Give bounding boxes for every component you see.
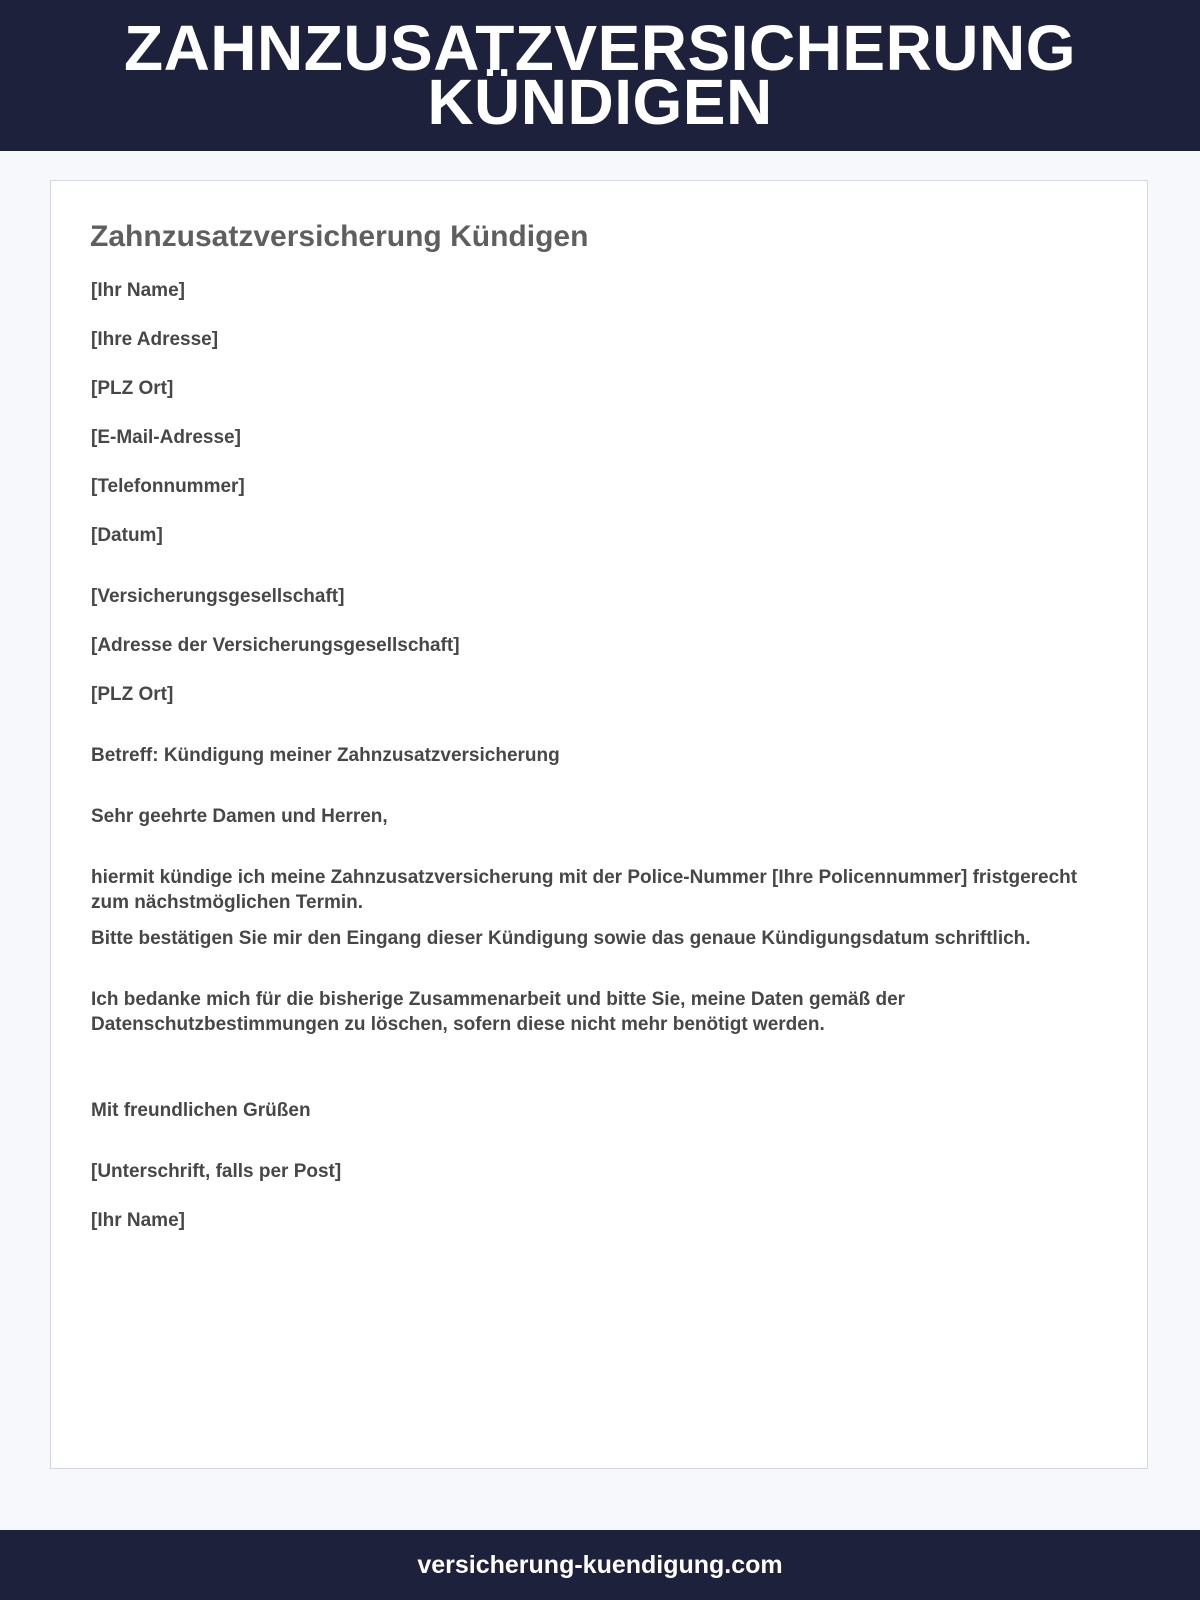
letter-date: [Datum] [91,525,163,546]
letter-closing: Mit freundlichen Grüßen [91,1100,311,1121]
sender-address: [Ihre Adresse] [91,329,219,350]
page-title: ZAHNZUSATZVERSICHERUNG KÜNDIGEN [123,11,1077,138]
sender-city: [PLZ Ort] [91,378,174,399]
letter-paragraph: hiermit kündige ich meine Zahnzusatzversicherung mit der Police-Nummer [Ihre Policennummer] fristgerecht zum nächstmöglichen Termin. [91,867,1078,913]
signature-name: [Ihr Name] [91,1210,185,1231]
letter-paragraph: Ich bedanke mich für die bisherige Zusammenarbeit und bitte Sie, meine Daten gemäß der Datenschutzbestimmungen zu löschen, sofern diese nicht mehr benötigt werden. [91,989,906,1035]
letter-title: Zahnzusatzversicherung Kündigen [90,220,589,253]
recipient-address: [Adresse der Versicherungsgesellschaft] [91,635,460,656]
sender-name: [Ihr Name] [91,280,185,301]
letter-paragraph: Bitte bestätigen Sie mir den Eingang dieser Kündigung sowie das genaue Kündigungsdatum schriftlich. [91,928,1031,949]
letter-salutation: Sehr geehrte Damen und Herren, [91,806,388,827]
sender-phone: [Telefonnummer] [91,476,245,497]
letter-subject: Betreff: Kündigung meiner Zahnzusatzversicherung [91,745,560,766]
signature-line: [Unterschrift, falls per Post] [91,1161,342,1182]
page-header [0,0,1200,151]
sender-email: [E-Mail-Adresse] [91,427,241,448]
recipient-city: [PLZ Ort] [91,684,174,705]
footer-site-link[interactable]: versicherung-kuendigung.com [417,1550,783,1579]
page-footer [0,1530,1200,1600]
letter-card [50,180,1148,1469]
recipient-company: [Versicherungsgesellschaft] [91,586,345,607]
